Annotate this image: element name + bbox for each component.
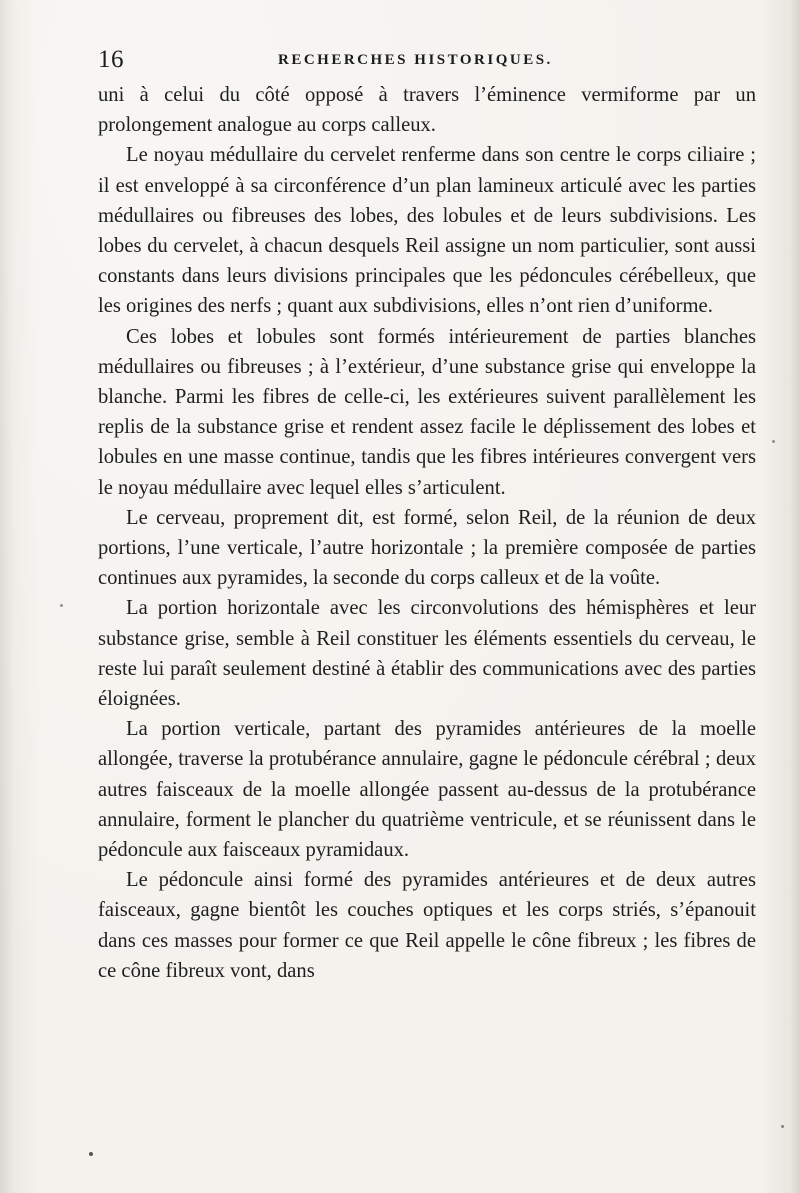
paragraph: Le noyau médullaire du cervelet renferme dans son centre le corps ciliaire ; il est enveloppé à sa circonférence d’un plan lamineux articulé avec les parties médullaires ou fibreuses des lobes, des lobules et de leurs subdivisions. Les lobes du cervelet, à chacun desquels Reil assigne un nom particulier, sont aussi constants dans leurs divisions principales que les pédoncules cérébelleux, que les origines des nerfs ; quant aux subdivisions, elles n’ont rien d’uniforme. — [98, 144, 756, 318]
paragraph-continuation: uni à celui du côté opposé à travers l’éminence vermiforme par un prolongement analogue au corps calleux. — [98, 84, 756, 137]
ink-speck — [772, 440, 775, 443]
paragraph: Le cerveau, proprement dit, est formé, selon Reil, de la réunion de deux portions, l’une verticale, l’autre horizontale ; la première composée de parties continues aux pyramides, la seconde du corps calleux et de la voûte. — [98, 506, 756, 590]
paragraph: La portion horizontale avec les circonvolutions des hémisphères et leur substance grise, semble à Reil constituer les éléments essentiels du cerveau, le reste lui paraît seulement destiné à établir des communications avec des parties éloignées. — [98, 597, 756, 711]
page-header — [98, 46, 756, 76]
paragraph: La portion verticale, partant des pyramides antérieures de la moelle allongée, traverse la protubérance annulaire, gagne le pédoncule cérébral ; deux autres faisceaux de la moelle allongée passent au-dessus de la protubérance annulaire, forment le plancher du quatrième ventricule, et se réunissent dans le pédoncule aux faisceaux pyramidaux. — [98, 718, 756, 862]
ink-speck — [89, 1152, 93, 1156]
paragraph: Le pédoncule ainsi formé des pyramides antérieures et de deux autres faisceaux, gagne bientôt les couches optiques et les corps striés, s’épanouit dans ces masses pour former ce que Reil appelle le cône fibreux ; les fibres de ce cône fibreux vont, dans — [98, 869, 756, 982]
ink-speck — [60, 604, 63, 607]
running-title: RECHERCHES HISTORIQUES. — [278, 52, 553, 68]
ink-speck — [781, 1125, 784, 1128]
body-text — [98, 80, 756, 986]
page-number: 16 — [98, 46, 124, 73]
paragraph: Ces lobes et lobules sont formés intérieurement de parties blanches médullaires ou fibreuses ; à l’extérieur, d’une substance grise qui enveloppe la blanche. Parmi les fibres de celle-ci, les extérieures suivent parallèlement les replis de la substance grise et rendent assez facile le déplissement des lobes et lobules en une masse continue, tandis que les fibres intérieures convergent vers le noyau médullaire avec lequel elles s’articulent. — [98, 325, 756, 499]
